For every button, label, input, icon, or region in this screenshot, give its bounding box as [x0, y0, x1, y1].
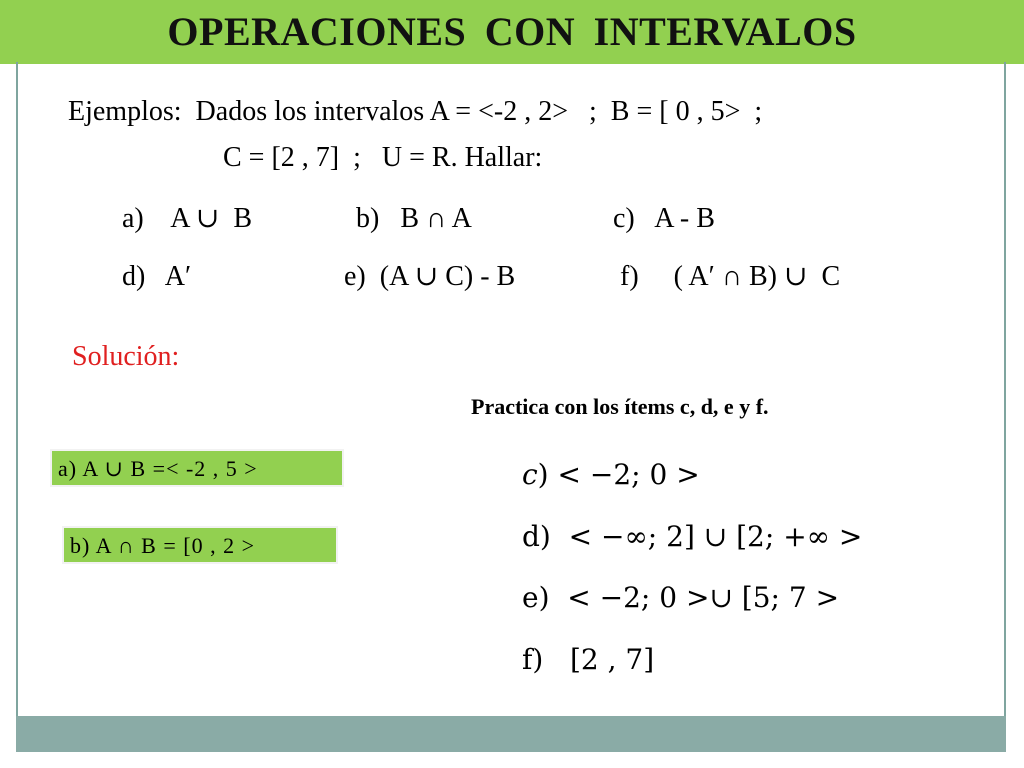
item-a: a) A ∪ B — [122, 203, 253, 234]
intro-line-2: C = [2 , 7] ; U = R. Hallar: — [223, 142, 543, 173]
practice-note: Practica con los ítems c, d, e y f. — [471, 394, 769, 419]
solution-label: Solución: — [72, 341, 180, 372]
answer-d: d) < −∞; 2] ∪ [2; +∞ > — [522, 520, 863, 553]
item-e: e) (A ∪ C) - B — [344, 261, 516, 292]
formula-b: b) A ∩ B = [0 , 2 > — [70, 533, 255, 558]
item-b: b) B ∩ A — [356, 203, 472, 234]
formula-box-a — [50, 449, 344, 487]
bottom-bar — [16, 716, 1006, 752]
answer-e: e) < −2; 0 >∪ [5; 7 > — [522, 581, 840, 614]
formula-a: a) A ∪ B =< -2 , 5 > — [58, 456, 258, 481]
item-d: d) A′ — [122, 261, 192, 292]
answer-c: 𝑐) < −2; 0 > — [522, 458, 700, 491]
answer-f: f) [2 , 7] — [522, 643, 655, 676]
slide-title: OPERACIONES CON INTERVALOS — [167, 9, 857, 54]
intro-line-1: Ejemplos: Dados los intervalos A = <-2 , 2> ; B = [ 0 , 5> ; — [68, 96, 763, 127]
formula-box-b — [62, 526, 338, 564]
item-c: c) A - B — [613, 203, 715, 234]
item-f: f) ( A′ ∩ B) ∪ C — [620, 261, 841, 292]
